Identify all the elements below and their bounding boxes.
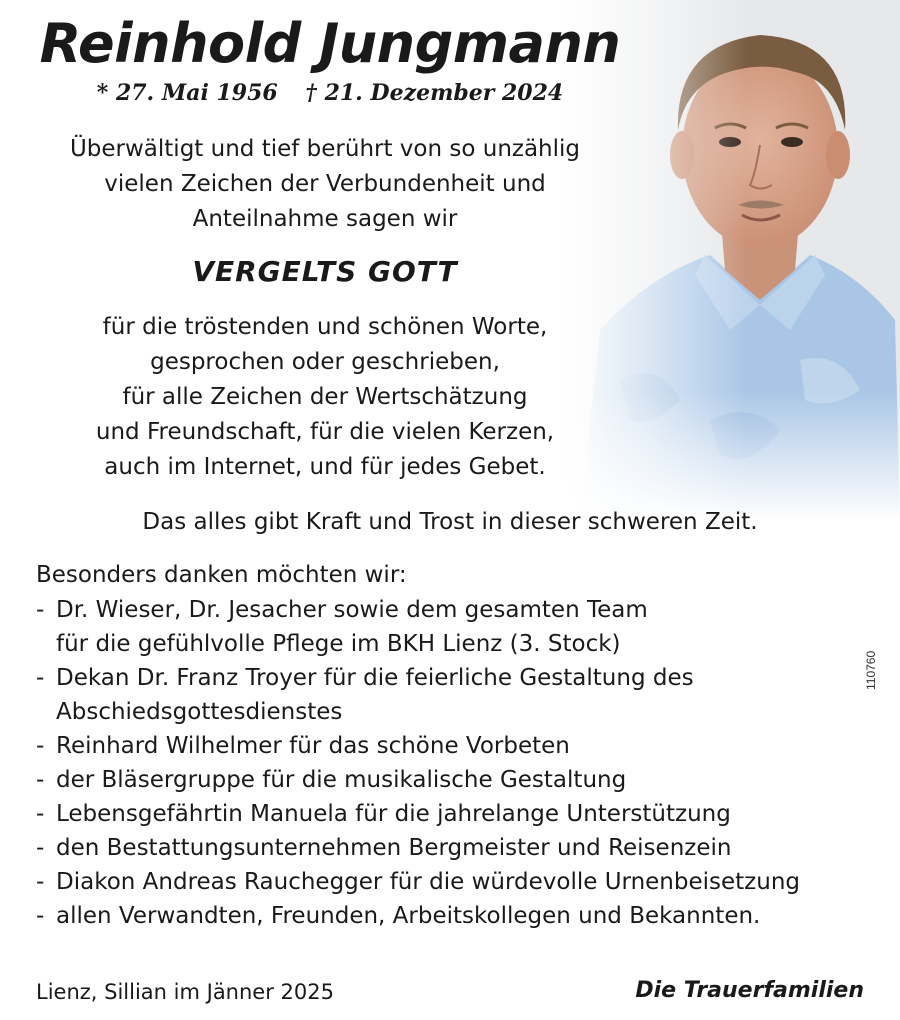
list-dash: -	[36, 869, 45, 895]
thanks-line: für die tröstenden und schönen Worte,	[102, 314, 548, 340]
thanks-line: gesprochen oder geschrieben,	[150, 349, 500, 375]
list-dash: -	[36, 665, 45, 691]
list-item-line: allen Verwandten, Freunden, Arbeitskollegen und Bekannten.	[56, 903, 761, 929]
list-item	[36, 763, 800, 797]
list-item-line: Lebensgefährtin Manuela für die jahrelange Unterstützung	[56, 801, 731, 827]
list-item-line: Diakon Andreas Rauchegger für die würdevolle Urnenbeisetzung	[56, 869, 801, 895]
thanks-line: auch im Internet, und für jedes Gebet.	[104, 454, 546, 480]
list-item-line: Dekan Dr. Franz Troyer für die feierliche Gestaltung des	[56, 665, 694, 691]
intro-line: vielen Zeichen der Verbundenheit und	[104, 171, 546, 197]
life-dates	[30, 80, 630, 106]
list-item	[36, 797, 800, 831]
thanks-list	[36, 593, 800, 933]
death-date: † 21. Dezember 2024	[305, 80, 564, 106]
list-dash: -	[36, 733, 45, 759]
list-item	[36, 593, 800, 661]
list-item-line: Reinhard Wilhelmer für das schöne Vorbeten	[56, 733, 570, 759]
list-item	[36, 661, 800, 729]
list-item	[36, 865, 800, 899]
list-dash: -	[36, 903, 45, 929]
list-item-line: der Bläsergruppe für die musikalische Gestaltung	[56, 767, 627, 793]
list-dash: -	[36, 835, 45, 861]
birth-date: * 27. Mai 1956	[96, 80, 278, 106]
ad-code: 110760	[864, 650, 878, 690]
vergelts-gott-heading: VERGELTS GOTT	[192, 255, 458, 288]
place-date: Lienz, Sillian im Jänner 2025	[36, 980, 334, 1004]
intro-line: Überwältigt und tief berührt von so unzählig	[69, 136, 581, 162]
besonders-heading: Besonders danken möchten wir:	[36, 562, 407, 588]
intro-line: Anteilnahme sagen wir	[192, 206, 458, 232]
list-item-line: für die gefühlvolle Pflege im BKH Lienz (3. Stock)	[56, 631, 621, 657]
intro-text	[20, 132, 630, 237]
list-item	[36, 729, 800, 763]
thanks-text	[20, 310, 630, 485]
deceased-name: Reinhold Jungmann	[39, 12, 621, 75]
kraft-line: Das alles gibt Kraft und Trost in dieser schweren Zeit.	[142, 509, 758, 535]
list-dash: -	[36, 801, 45, 827]
list-item	[36, 899, 800, 933]
signature: Die Trauerfamilien	[635, 978, 864, 1003]
list-item-line: den Bestattungsunternehmen Bergmeister und Reisenzein	[56, 835, 732, 861]
list-dash: -	[36, 597, 45, 623]
thanks-line: und Freundschaft, für die vielen Kerzen,	[95, 419, 555, 445]
list-item-line: Dr. Wieser, Dr. Jesacher sowie dem gesamten Team	[56, 597, 648, 623]
thanks-line: für alle Zeichen der Wertschätzung	[122, 384, 528, 410]
list-item	[36, 831, 800, 865]
list-dash: -	[36, 767, 45, 793]
list-item-line: Abschiedsgottesdienstes	[56, 699, 343, 725]
